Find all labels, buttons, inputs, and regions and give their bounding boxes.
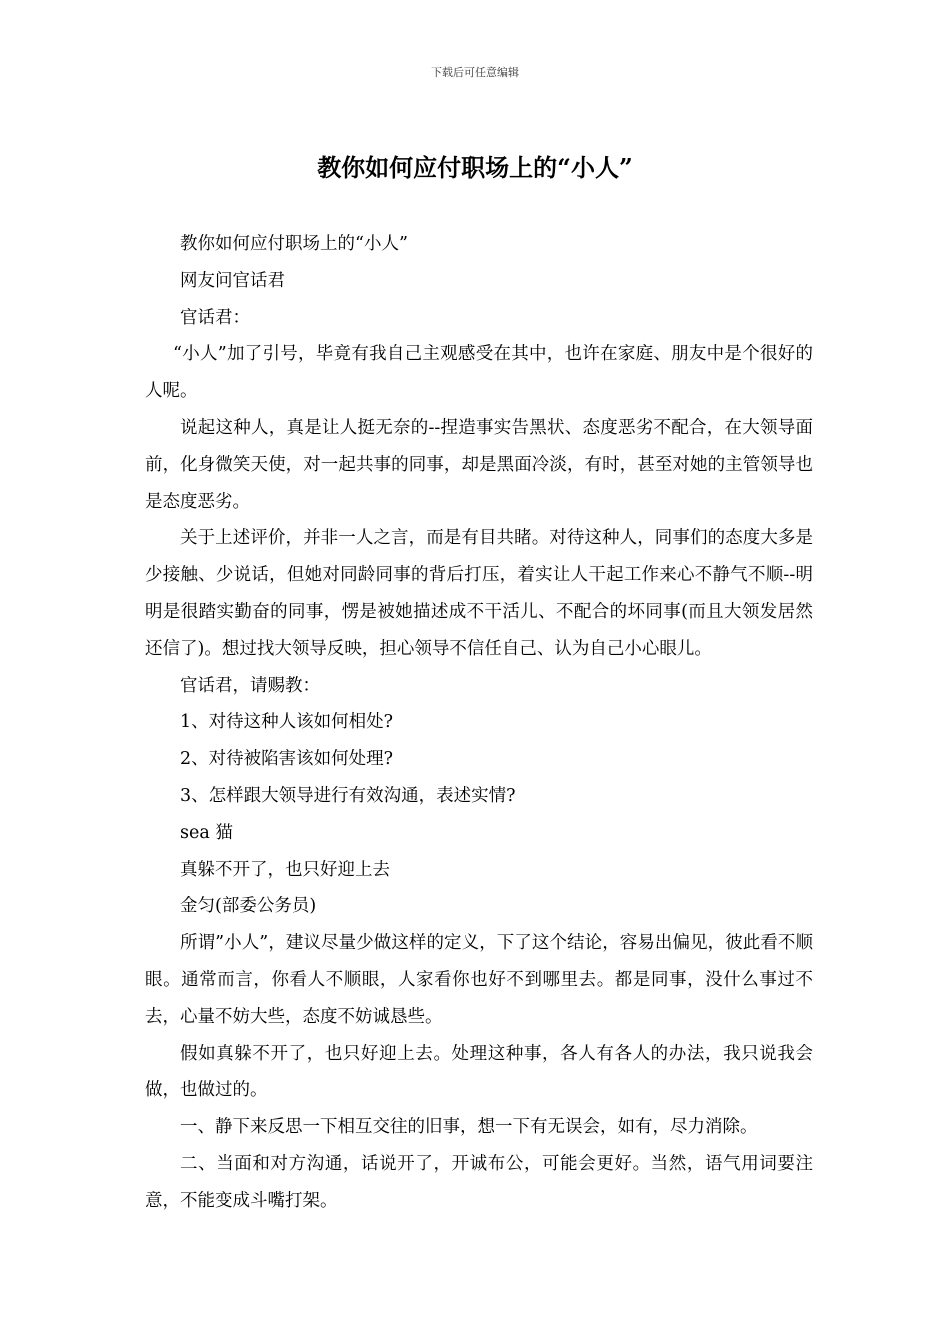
body-paragraph: sea 猫 [180,822,233,843]
body-paragraph: 1、对待这种人该如何相处? [180,712,394,733]
body-paragraph: 假如真躲不开了，也只好迎上去。处理这种事，各人有各人的办法，我只说我会做，也做过的。 [145,1043,813,1101]
document-title: 教你如何应付职场上的“小人” [317,153,633,182]
body-paragraph: 真躲不开了，也只好迎上去 [180,859,390,880]
body-paragraph: 官话君，请赐教： [180,675,320,696]
body-paragraph: 所谓”小人”，建议尽量少做这样的定义，下了这个结论，容易出偏见，彼此看不顺眼。通常而言，你看人不顺眼，人家看你也好不到哪里去。都是同事，没什么事过不去，心量不妨大些，态度不妨诚恳些。 [145,933,813,1027]
body-paragraph: 官话君： [180,307,250,328]
body-paragraph: 二、当面和对方沟通，话说开了，开诚布公，可能会更好。当然，语气用词要注意，不能变成斗嘴打架。 [145,1153,813,1211]
document-body [145,226,813,1220]
body-paragraph: “小人”加了引号，毕竟有我自己主观感受在其中，也许在家庭、朋友中是个很好的人呢。 [145,344,813,402]
body-paragraph: 教你如何应付职场上的“小人” [180,234,408,254]
body-paragraph: 关于上述评价，并非一人之言，而是有目共睹。对待这种人，同事们的态度大多是少接触、少说话，但她对同龄同事的背后打压，着实让人干起工作来心不静气不顺--明明是很踏实勤奋的同事，愣是被她描述成不干活儿、不配合的坏同事(而且大领发居然还信了)。想过找大领导反映，担心领导不信任自己、认为自己小心眼儿。 [145,528,813,659]
body-paragraph: 一、静下来反思一下相互交往的旧事，想一下有无误会，如有，尽力消除。 [180,1117,758,1138]
page-header-note: 下载后可任意编辑 [431,66,519,79]
body-paragraph: 金匀(部委公务员) [180,896,317,917]
body-paragraph: 3、怎样跟大领导进行有效沟通，表述实情? [180,785,516,806]
body-paragraph: 网友问官话君 [180,270,285,291]
body-paragraph: 说起这种人，真是让人挺无奈的--捏造事实告黑状、态度恶劣不配合，在大领导面前，化身微笑天使，对一起共事的同事，却是黑面冷淡，有时，甚至对她的主管领导也是态度恶劣。 [145,417,813,512]
body-paragraph: 2、对待被陷害该如何处理? [180,749,394,770]
